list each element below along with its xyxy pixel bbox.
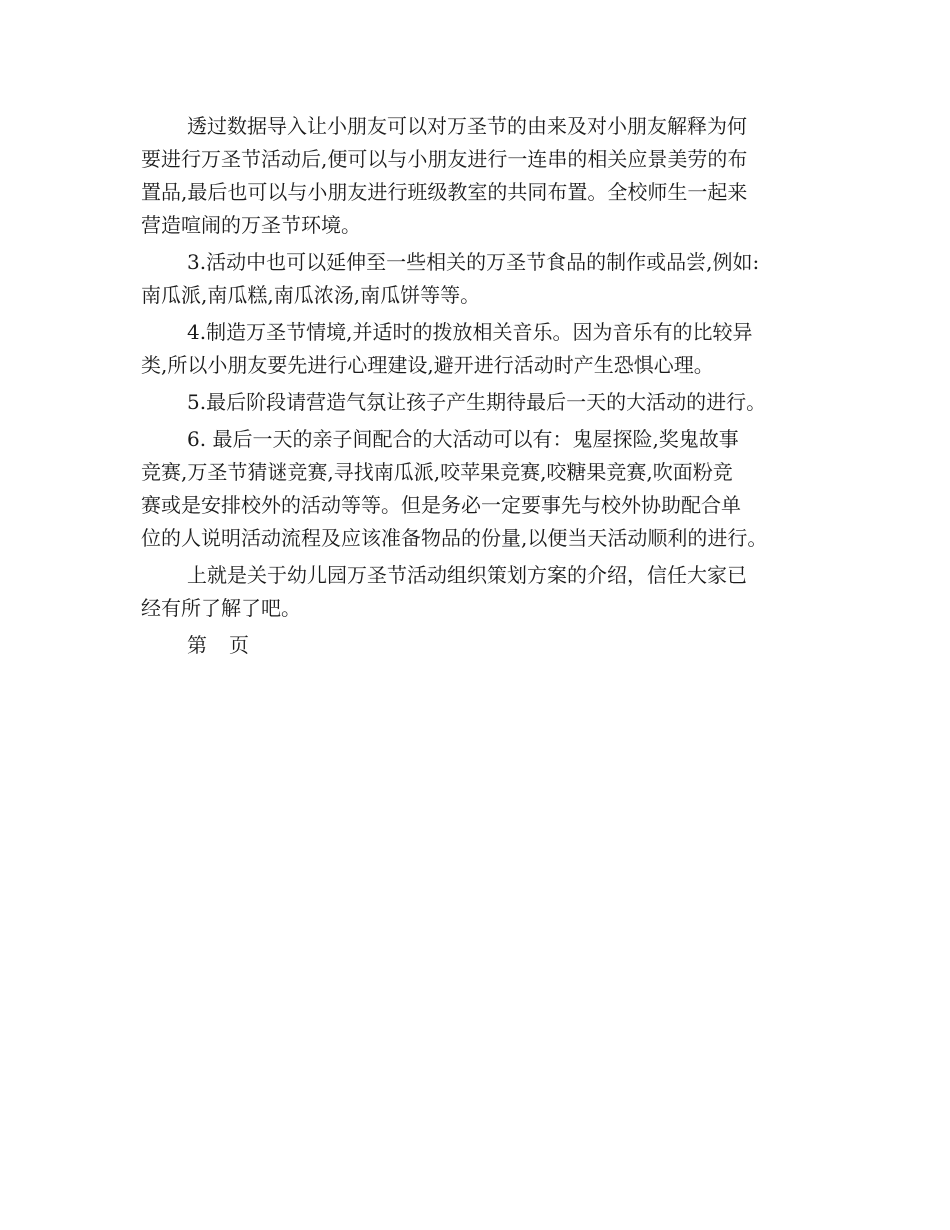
page-label-prefix: 第 — [187, 633, 207, 657]
text-line: 赛或是安排校外的活动等等。但是务必一定要事先与校外协助配合单 — [141, 493, 741, 517]
paragraph-conclusion — [141, 559, 831, 625]
page-footer — [141, 629, 831, 662]
text-line: 竞赛,万圣节猜谜竞赛,寻找南瓜派,咬苹果竞赛,咬糖果竞赛,吹面粉竞 — [141, 460, 733, 484]
text-line: 透过数据导入让小朋友可以对万圣节的由来及对小朋友解释为何 — [187, 114, 747, 138]
paragraph-item-4 — [141, 316, 831, 382]
text-line: 3.活动中也可以延伸至一些相关的万圣节食品的制作或品尝,例如: — [187, 250, 760, 274]
document-body — [141, 110, 831, 662]
text-line: 5.最后阶段请营造气氛让孩子产生期待最后一天的大活动的进行。 — [187, 390, 767, 414]
paragraph-item-3 — [141, 246, 831, 312]
paragraph-intro — [141, 110, 831, 242]
text-line: 要进行万圣节活动后,便可以与小朋友进行一连串的相关应景美劳的布 — [141, 147, 748, 171]
paragraph-item-6 — [141, 423, 831, 555]
text-line: 经有所了解了吧。 — [141, 596, 301, 620]
paragraph-item-5 — [141, 386, 831, 419]
text-line: 类,所以小朋友要先进行心理建设,避开进行活动时产生恐惧心理。 — [141, 353, 714, 377]
text-line: 位的人说明活动流程及应该准备物品的份量,以便当天活动顺利的进行。 — [141, 526, 768, 550]
text-line: 南瓜派,南瓜糕,南瓜浓汤,南瓜饼等等。 — [141, 283, 481, 307]
text-line: 置品,最后也可以与小朋友进行班级教室的共同布置。全校师生一起来 — [141, 180, 748, 204]
text-line: 6. 最后一天的亲子间配合的大活动可以有：鬼屋探险,奖鬼故事 — [187, 427, 739, 451]
page-label-suffix: 页 — [229, 633, 249, 657]
text-line: 营造喧闹的万圣节环境。 — [141, 213, 361, 237]
text-line: 上就是关于幼儿园万圣节活动组织策划方案的介绍，信任大家已 — [187, 563, 747, 587]
text-line: 4.制造万圣节情境,并适时的拨放相关音乐。因为音乐有的比较异 — [187, 320, 753, 344]
